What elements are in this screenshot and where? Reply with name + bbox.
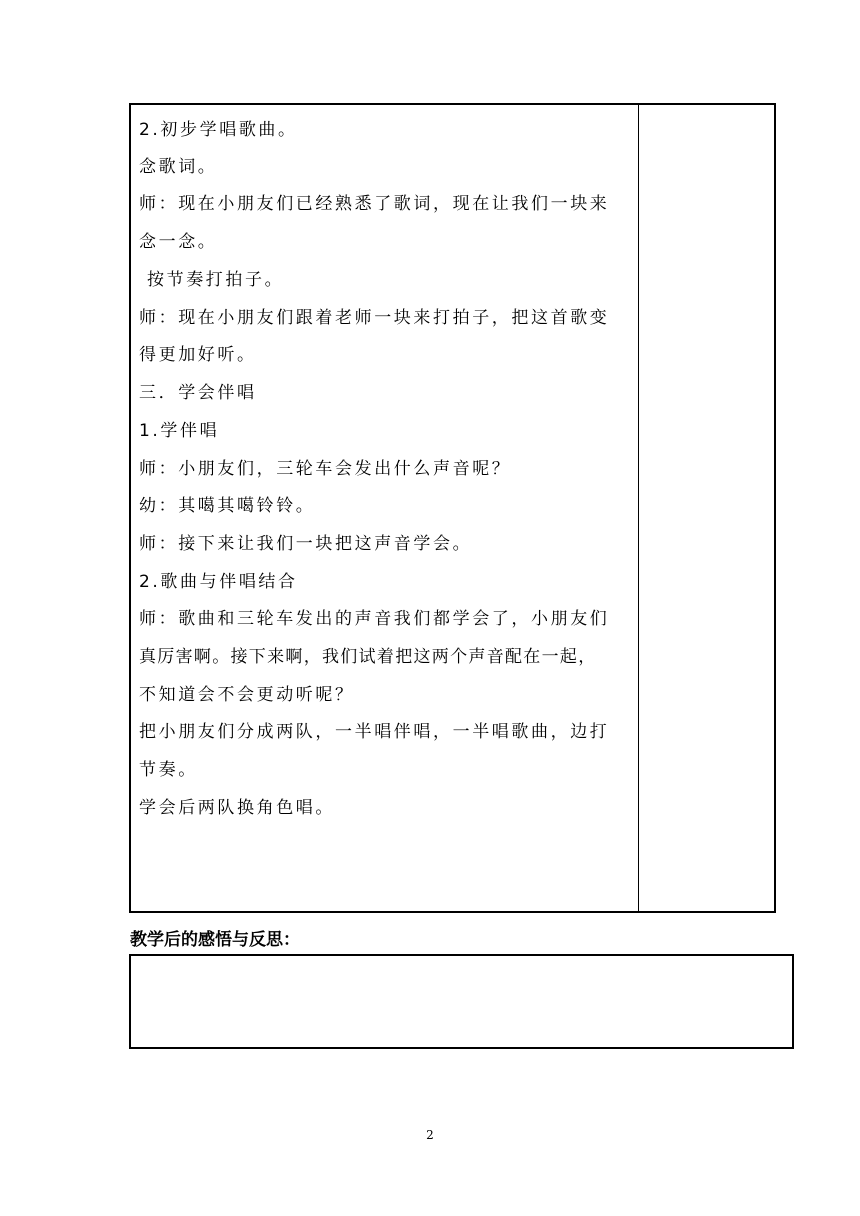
reflection-box	[129, 954, 794, 1049]
lesson-line: 把小朋友们分成两队，一半唱伴唱，一半唱歌曲，边打	[139, 722, 610, 742]
lesson-table	[129, 103, 776, 913]
lesson-line: 2.初步学唱歌曲。	[139, 120, 298, 140]
lesson-line: 念一念。	[139, 232, 218, 252]
lesson-line: 学会后两队换角色唱。	[139, 798, 335, 818]
lesson-line: 师：歌曲和三轮车发出的声音我们都学会了，小朋友们	[139, 609, 610, 629]
lesson-line: 念歌词。	[139, 157, 218, 177]
lesson-line: 得更加好听。	[139, 345, 257, 365]
lesson-line: 师：小朋友们，三轮车会发出什么声音呢？	[139, 459, 512, 479]
lesson-line: 幼：其噶其噶铃铃。	[139, 496, 316, 516]
page-number: 2	[426, 1128, 434, 1142]
lesson-line: 不知道会不会更动听呢？	[139, 685, 355, 705]
lesson-line: 1.学伴唱	[139, 421, 220, 441]
lesson-line: 节奏。	[139, 760, 198, 780]
lesson-line: 师：现在小朋友们跟着老师一块来打拍子，把这首歌变	[139, 308, 610, 328]
lesson-line: 师：现在小朋友们已经熟悉了歌词，现在让我们一块来	[139, 194, 610, 214]
column-divider	[638, 105, 639, 911]
lesson-line: 师：接下来让我们一块把这声音学会。	[139, 534, 473, 554]
lesson-line: 三．学会伴唱	[139, 383, 257, 403]
lesson-line: 按节奏打拍子。	[147, 270, 285, 290]
reflection-heading: 教学后的感悟与反思：	[130, 930, 300, 950]
lesson-line: 真厉害啊。接下来啊，我们试着把这两个声音配在一起，	[139, 647, 597, 667]
lesson-line: 2.歌曲与伴唱结合	[139, 572, 298, 592]
